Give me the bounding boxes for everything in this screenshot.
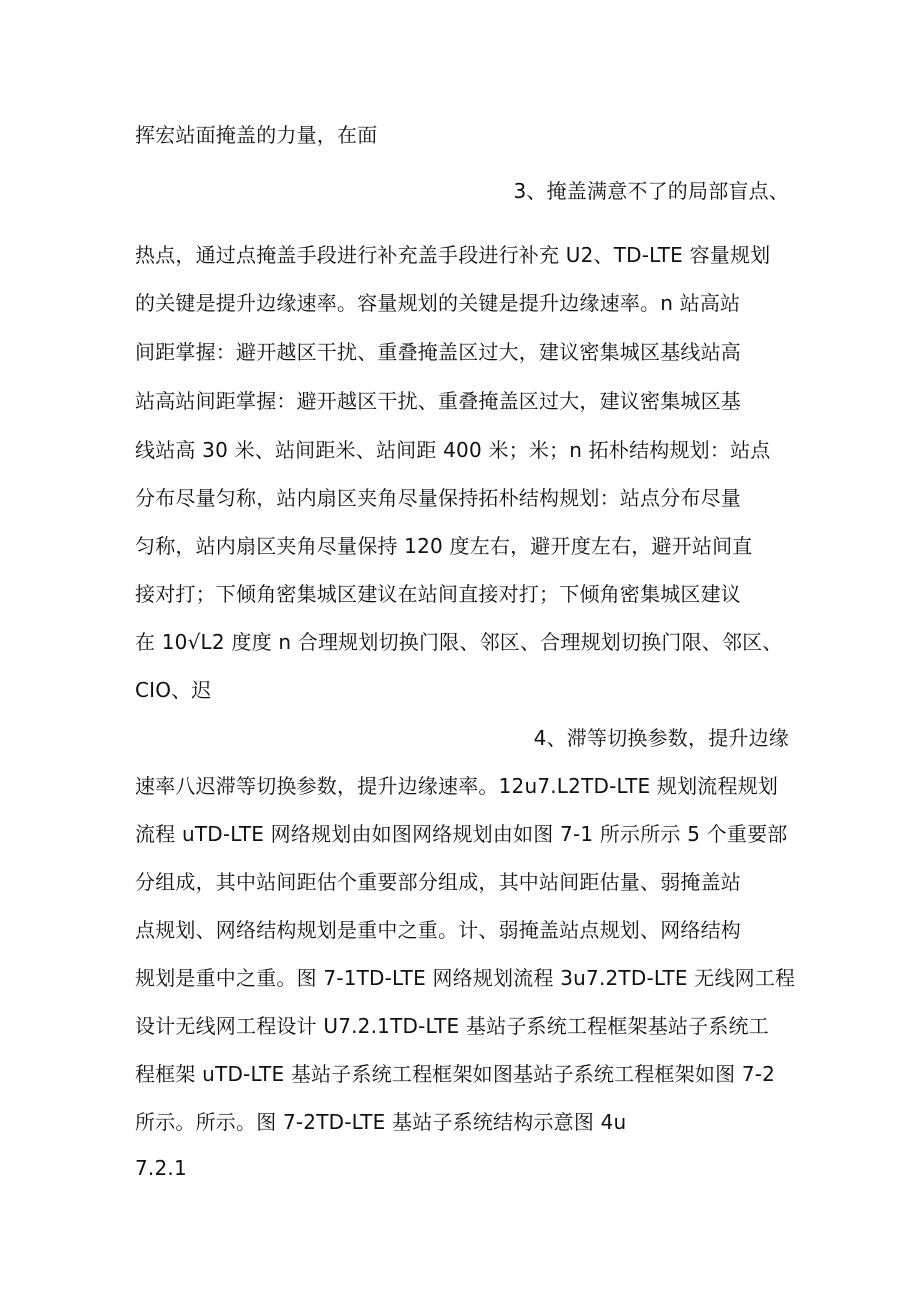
text-line: 规划是重中之重。图 7-1TD-LTE 网络规划流程 3u7.2TD-LTE 无线网工程 xyxy=(135,966,796,990)
text-line: 所示。所示。图 7-2TD-LTE 基站子系统结构示意图 4u xyxy=(135,1110,627,1134)
text-line: 站高站间距掌握：避开越区干扰、重叠掩盖区过大，建议密集城区基 xyxy=(135,389,741,413)
text-line: 间距掌握：避开越区干扰、重叠掩盖区过大，建议密集城区基线站高 xyxy=(135,340,741,364)
text-line: 4、滞等切换参数，提升边缘 xyxy=(533,726,789,750)
text-line: 点规划、网络结构规划是重中之重。计、弱掩盖站点规划、网络结构 xyxy=(135,918,741,942)
text-line: 接对打；下倾角密集城区建议在站间直接对打；下倾角密集城区建议 xyxy=(135,582,741,606)
text-line: 分组成，其中站间距估个重要部分组成，其中站间距估量、弱掩盖站 xyxy=(135,870,741,894)
text-line: 分布尽量匀称，站内扇区夹角尽量保持拓朴结构规划：站点分布尽量 xyxy=(135,486,741,510)
text-line: 3、掩盖满意不了的局部盲点、 xyxy=(513,179,789,203)
text-line: 速率八迟滞等切换参数，提升边缘速率。12u7.L2TD-LTE 规划流程规划 xyxy=(135,774,779,798)
text-line: 在 10√L2 度度 n 合理规划切换门限、邻区、合理规划切换门限、邻区、 xyxy=(135,630,783,654)
text-line: 线站高 30 米、站间距米、站间距 400 米；米；n 拓朴结构规划：站点 xyxy=(135,438,771,462)
text-line: 匀称，站内扇区夹角尽量保持 120 度左右，避开度左右，避开站间直 xyxy=(135,534,753,558)
text-line: CIO、迟 xyxy=(135,678,212,702)
text-line: 的关键是提升边缘速率。容量规划的关键是提升边缘速率。n 站高站 xyxy=(135,291,741,315)
text-line: 热点，通过点掩盖手段进行补充盖手段进行补充 U2、TD-LTE 容量规划 xyxy=(135,243,771,267)
text-line: 设计无线网工程设计 U7.2.1TD-LTE 基站子系统工程框架基站子系统工 xyxy=(135,1014,769,1038)
text-line: 流程 uTD-LTE 网络规划由如图网络规划由如图 7-1 所示所示 5 个重要部 xyxy=(135,822,788,846)
text-line: 程框架 uTD-LTE 基站子系统工程框架如图基站子系统工程框架如图 7-2 xyxy=(135,1062,776,1086)
text-line: 7.2.1 xyxy=(135,1156,187,1180)
text-line: 挥宏站面掩盖的力量，在面 xyxy=(135,123,378,147)
